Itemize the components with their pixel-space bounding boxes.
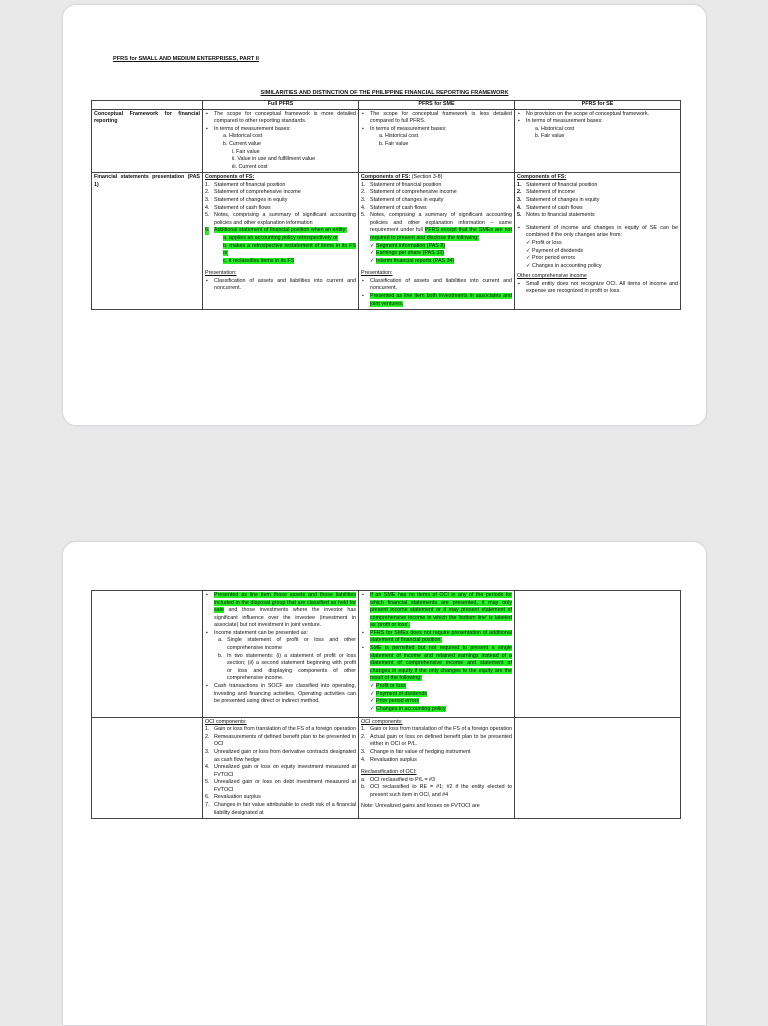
- cell-sme-presentation-cont: [359, 591, 515, 718]
- list-item: 6. Additional statement of financial position when an entity: a. applies an accounting policy retrospectively or b. makes a retrospective restatement of items in its FS or c. it reclassifies items in its FS: [205, 227, 356, 264]
- list-item: 3. Statement of changes in equity: [205, 197, 288, 204]
- list-item: 3. Change in fair value of hedging instrument: [361, 748, 471, 755]
- list-item: 2. Statement of comprehensive income: [361, 189, 457, 196]
- row-label-fs-presentation: Financial statements presentation (PAS 1): [92, 173, 203, 310]
- list-item: ▪ The scope for conceptual framework is more detailed compared to other reporting standards.: [214, 111, 356, 126]
- list-item: a. OCI reclassified to P/L = #3: [361, 776, 435, 783]
- cell-se-blank: [515, 717, 681, 819]
- list-item: b. OCI reclassified to RE = #1; #2 if the entity elected to present such item in OCI, and #4: [361, 784, 512, 798]
- list-item: 4. Revaluation surplus: [361, 756, 417, 763]
- list-item: ▪ The scope for conceptual framework is less detailed compared to full PFRS.: [370, 111, 512, 126]
- list-item: ▪ Small entity does not recognize OCI. All items of income and expense are recognized in profit or loss.: [526, 281, 678, 296]
- list-item: ▪ Presented as line item those assets and those liabilities included in the disposal group that are classified as held for sale and those investments where the investor has significant influence over the investee (investment in associate) but not investment in joint venture.: [214, 592, 356, 630]
- table-row: [92, 591, 681, 718]
- list-item: ▪ Presented as line item both investments in associates and joint ventures.: [370, 293, 512, 308]
- comparison-table-continued: [91, 590, 681, 819]
- components-heading: Components of FS:: [517, 174, 567, 181]
- cell-full-presentation-cont: [203, 591, 359, 718]
- list-item: 1. Statement of financial position: [361, 181, 442, 188]
- cell-se-fs: [515, 173, 681, 310]
- cell-full-conceptual: [203, 109, 359, 173]
- list-item: ▪ PFRS for SMEs does not require presentation of additional statement of financial position.: [370, 630, 512, 645]
- list-item: ▪ Classification of assets and liabilities into current and noncurrent.: [370, 278, 512, 293]
- list-item: 2. Remeasurements of defined benefit plan to be presented in OCI: [205, 733, 356, 748]
- components-heading: Components of FS:: [361, 174, 411, 181]
- document-page-1: [62, 4, 707, 426]
- reclassification-heading: Reclassification of OCI:: [361, 769, 417, 776]
- table-row: [92, 109, 681, 173]
- cell-se-conceptual: [515, 109, 681, 173]
- row-label-blank: [92, 717, 203, 819]
- table-row: [92, 717, 681, 819]
- list-item: ▪ SME is permitted but not required to present a single statement of income and retained earnings instead of a statement of comprehensive income and statement of changes in equity if the only changes to the equity are the result of the following: ✓ Profit or loss ✓ Payment of dividends ✓ Prior period errors ✓ Changes in accounting policy: [370, 645, 512, 713]
- table-header-row: [92, 101, 681, 110]
- presentation-heading: Presentation:: [205, 270, 237, 277]
- header-pfrs-sme: PFRS for SME: [359, 101, 515, 110]
- list-item: 5. Unrealized gain or loss on debt investment measured at FVTOCI: [205, 779, 356, 793]
- list-item: 1. Statement of financial position: [205, 181, 286, 188]
- row-label-conceptual-framework: Conceptual Framework for financial reporting: [92, 109, 203, 173]
- list-item: 5. Notes, comprising a summary of significant accounting policies and other explanation information – same requirement under full PFRS except that the SMEs are not required to present and disclose the following: ✓ Segment information (PAS 8) ✓ Earnings per share (PAS 33) ✓ Interim financial reports (PAS 34): [370, 212, 512, 265]
- list-item: 2. Statement of comprehensive income: [205, 189, 301, 196]
- header-full-pfrs: Full PFRS: [203, 101, 359, 110]
- list-item: 4. Statement of cash flows: [361, 204, 427, 211]
- list-item: 5. Notes to financial statements: [517, 212, 595, 219]
- oci-heading: OCI components:: [361, 718, 403, 725]
- list-item: ▪ In terms of measurement bases: a. Historical cost b. Fair value: [526, 118, 678, 141]
- components-heading: Components of FS:: [205, 174, 255, 181]
- comparison-table: [91, 100, 681, 310]
- cell-sme-conceptual: [359, 109, 515, 173]
- list-item: 2. Actual gain or loss on defined benefit plan to be presented either in OCI or P/L.: [361, 733, 512, 748]
- list-item: ▪ If an SME has no items of OCI in any of the periods for which financial statements are presented, it may only present income statement or it may present statement of comprehensive income in which the 'bottom line' is labeled as 'profit or loss'.: [370, 592, 512, 630]
- list-item: 3. Unrealized gain or loss from derivative contracts designated as cash flow hedge: [205, 748, 356, 763]
- list-item: 6. Revaluation surplus: [205, 794, 261, 801]
- list-item: ▪ No provision on the scope of conceptual framework.: [526, 111, 678, 119]
- list-item: 1. Gain or loss from translation of the FS of a foreign operation: [205, 726, 356, 733]
- list-item: 1. Gain or loss from translation of the FS of a foreign operation: [361, 726, 512, 733]
- list-item: ▪ Statement of income and changes in equity of SE can be combined if the only changes arise from: ✓ Profit or loss ✓ Payment of dividends ✓ Prior period errors ✓ Changes in accounting policy: [526, 225, 678, 270]
- list-item: ▪ In terms of measurement bases: a. Historical cost b. Current value i. Fair value ii. Value in use and fulfillment value iii. Current cost: [214, 126, 356, 171]
- cell-full-fs: [203, 173, 359, 310]
- row-label-blank: [92, 591, 203, 718]
- cell-se-blank: [515, 591, 681, 718]
- note-text: Note: Unrealized gains and losses on FVTOCI are: [361, 803, 480, 810]
- list-item: 3. Statement of changes in equity: [517, 197, 600, 204]
- oci-heading: OCI components:: [205, 718, 247, 725]
- table-row: [92, 173, 681, 310]
- list-item: 1. Statement of financial position: [517, 181, 598, 188]
- presentation-heading: Presentation:: [361, 270, 393, 277]
- header-blank: [92, 101, 203, 110]
- oci-heading: Other comprehensive income: [517, 273, 587, 280]
- header-pfrs-se: PFRS for SE: [515, 101, 681, 110]
- list-item: ▪ Income statement can be presented as: a. Single statement of profit or loss and other comprehensive income b. In two statements: (i) a statement of profit or loss section; (ii) a second statement beginning with profit or loss and displaying components of other comprehensive income.: [214, 630, 356, 683]
- list-item: 3. Statement of changes in equity: [361, 197, 444, 204]
- document-title: PFRS for SMALL AND MEDIUM ENTERPRISES, PART II: [113, 56, 259, 62]
- list-item: 4. Statement of cash flows: [205, 204, 271, 211]
- list-item: 4. Statement of cash flows: [517, 204, 583, 211]
- list-item: 5. Notes, comprising a summary of significant accounting policies and other explanation information: [205, 212, 356, 226]
- list-item: 2. Statement of income: [517, 189, 576, 196]
- list-item: 4. Unrealized gain or loss on equity investment measured at FVTOCI: [205, 764, 356, 778]
- list-item: ▪ Cash transactions in SOCF are classified into operating, investing and financing activities. Operating activities can be presented using direct or indirect method.: [214, 683, 356, 706]
- list-item: ▪ Classification of assets and liabilities into current and noncurrent.: [214, 278, 356, 293]
- list-item: a. Single statement of profit or loss and other comprehensive income: [218, 637, 356, 652]
- cell-sme-fs: Components of FS: (Section 3-8) 1. Statement of financial position 2. Statement of comprehensive income 3. Statement of changes in equity 4. Statement of cash flows 5. Notes, comprising a summary of significant accounting policies and other explanation information – same requirement under full PFRS except that the SMEs are not required to present and disclose the following: ✓ Segment information (PAS 8) ✓ Earnings per share (PAS 33) ✓ Interim financial reports (PAS 34) Presentation: ▪ Classification of assets and liabilities into current and noncurrent. ▪ Presented as line item both investments in associates and joint ventures.: [359, 173, 515, 310]
- cell-sme-oci: [359, 717, 515, 819]
- cell-full-oci: [203, 717, 359, 819]
- table-title: SIMILARITIES AND DISTINCTION OF THE PHILIPPINE FINANCIAL REPORTING FRAMEWORK: [260, 90, 509, 96]
- list-item: 7. Changes in fair value attributable to credit risk of a financial liability designated at: [205, 802, 356, 816]
- document-page-2: [62, 541, 707, 1026]
- list-item: b. In two statements: (i) a statement of profit or loss section; (ii) a second statement beginning with profit or loss and displaying components of other comprehensive income.: [218, 652, 356, 682]
- list-item: ▪ In terms of measurement bases: a. Historical cost b. Fair value: [370, 126, 512, 149]
